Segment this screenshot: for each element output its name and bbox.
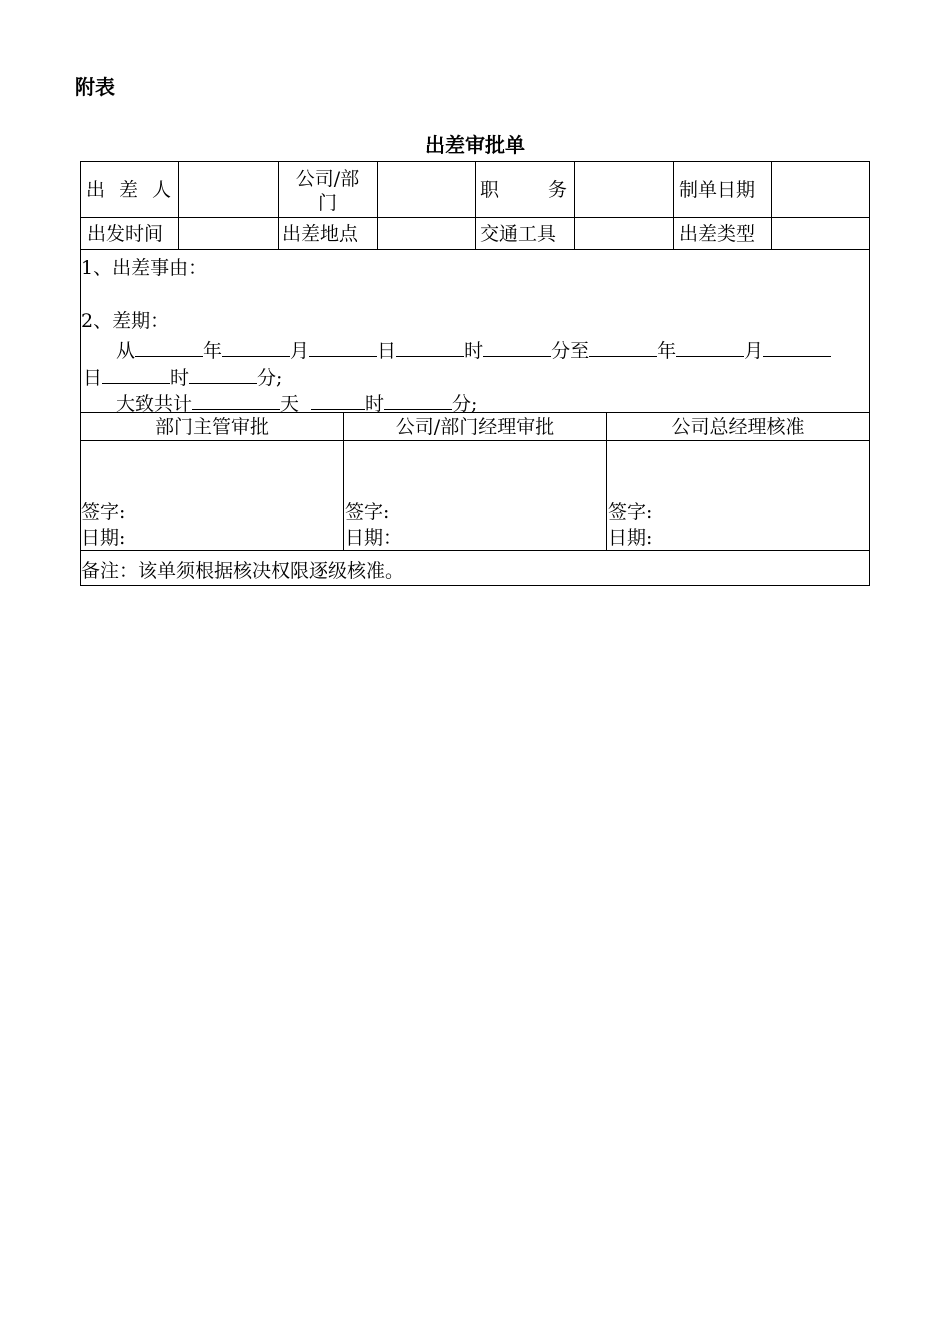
transport-field[interactable] [575, 218, 673, 249]
end-minute-blank[interactable] [189, 363, 257, 384]
trip-type-field[interactable] [772, 218, 869, 249]
row-divider [81, 249, 869, 250]
departure-time-label: 出发时间 [87, 222, 164, 245]
dept-supervisor-sign-label: 签字: [81, 501, 126, 523]
departure-time-field[interactable] [179, 218, 277, 249]
company-dept-label: 公司/部 门 [295, 167, 360, 214]
approval-note: 备注：该单须根据核决权限逐级核准。 [81, 560, 405, 582]
end-day-blank[interactable] [763, 336, 831, 357]
row-divider [81, 440, 869, 441]
dept-supervisor-date-label: 日期: [81, 527, 126, 549]
travel-approval-form [80, 161, 870, 586]
traveler-field[interactable] [179, 162, 277, 217]
manager-approval-title: 公司/部门经理审批 [395, 415, 555, 438]
total-days-blank[interactable] [192, 389, 280, 410]
form-date-label: 制单日期 [679, 178, 756, 201]
manager-sign-label: 签字: [345, 501, 390, 523]
dept-supervisor-approval-title: 部门主管审批 [154, 415, 269, 438]
appendix-label: 附表 [75, 75, 115, 99]
end-hour-blank[interactable] [102, 363, 170, 384]
position-label: 职 务 [480, 178, 567, 201]
trip-period-line1: 从 年 月 日 时 分至 年 月 [116, 336, 831, 363]
start-month-blank[interactable] [222, 336, 290, 357]
traveler-label: 出 差 人 [86, 178, 171, 201]
end-year-blank[interactable] [589, 336, 657, 357]
total-hours-blank[interactable] [311, 389, 365, 410]
start-hour-blank[interactable] [396, 336, 464, 357]
trip-period-line2: 日 时 分; [83, 363, 282, 390]
start-minute-blank[interactable] [483, 336, 551, 357]
start-day-blank[interactable] [309, 336, 377, 357]
manager-date-label: 日期： [345, 527, 403, 549]
trip-total-line: 大致共计 天 时 分; [116, 389, 477, 416]
destination-field[interactable] [378, 218, 475, 249]
transport-label: 交通工具 [480, 222, 557, 245]
gm-sign-label: 签字: [608, 501, 653, 523]
gm-date-label: 日期: [608, 527, 653, 549]
company-dept-field[interactable] [378, 162, 475, 217]
gm-approval-title: 公司总经理核准 [671, 415, 805, 438]
trip-period-heading: 2、差期： [81, 310, 170, 332]
form-title: 出差审批单 [425, 133, 525, 157]
trip-type-label: 出差类型 [679, 222, 756, 245]
trip-reason-label: 1、出差事由： [81, 257, 208, 279]
row-divider [81, 550, 869, 551]
destination-label: 出差地点 [282, 222, 359, 245]
end-month-blank[interactable] [676, 336, 744, 357]
form-date-field[interactable] [772, 162, 869, 217]
start-year-blank[interactable] [135, 336, 203, 357]
total-minutes-blank[interactable] [384, 389, 452, 410]
position-field[interactable] [575, 162, 673, 217]
